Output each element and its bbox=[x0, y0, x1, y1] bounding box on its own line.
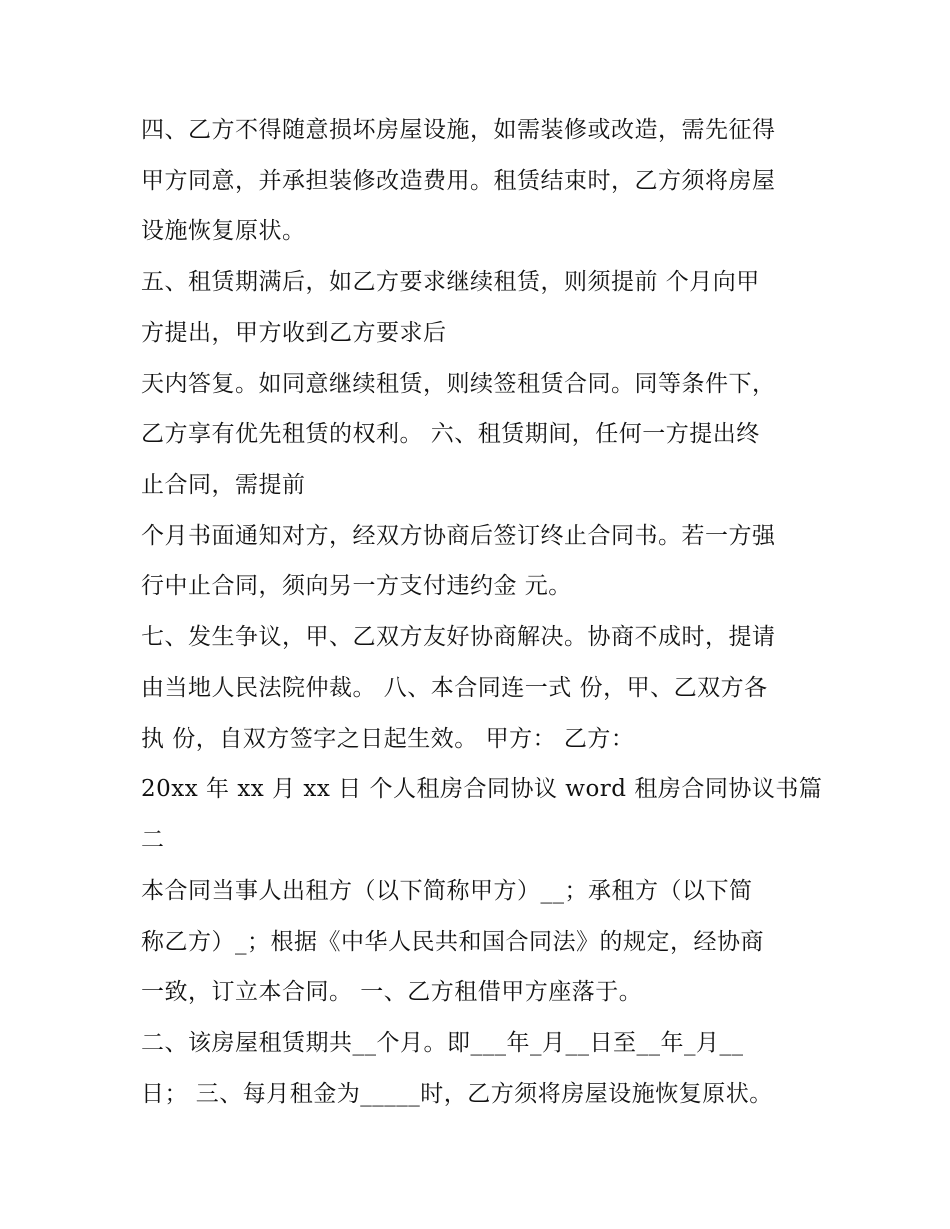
text-line: 设施恢复原状。 bbox=[141, 218, 306, 244]
text-line: 天内答复。如同意继续租赁，则续签租赁合同。同等条件下， bbox=[141, 371, 776, 397]
text-line: 甲方同意，并承担装修改造费用。租赁结束时，乙方须将房屋 bbox=[141, 168, 776, 194]
text-line: 七、发生争议，甲、乙双方友好协商解决。协商不成时，提请 bbox=[141, 624, 776, 650]
text-line: 个月书面通知对方，经双方协商后签订终止合同书。若一方强 bbox=[141, 523, 776, 549]
text-line: 方提出，甲方收到乙方要求后 bbox=[141, 320, 447, 346]
text-line: 二、该房屋租赁期共__个月。即___年_月__日至__年_月__ bbox=[141, 1030, 744, 1056]
text-line: 行中止合同，须向另一方支付违约金 元。 bbox=[141, 573, 572, 599]
text-line: 一致，订立本合同。 一、乙方租借甲方座落于。 bbox=[141, 979, 643, 1005]
text-line: 五、租赁期满后，如乙方要求继续租赁，则须提前 个月向甲 bbox=[141, 269, 760, 295]
text-line: 20xx 年 xx 月 xx 日 个人租房合同协议 word 租房合同协议书篇 bbox=[141, 776, 823, 802]
text-line: 四、乙方不得随意损坏房屋设施，如需装修或改造，需先征得 bbox=[141, 117, 776, 143]
text-line: 称乙方）_；根据《中华人民共和国合同法》的规定，经协商 bbox=[141, 929, 764, 955]
text-line: 日； 三、每月租金为_____时，乙方须将房屋设施恢复原状。 bbox=[141, 1081, 773, 1107]
text-line: 执 份，自双方签字之日起生效。 甲方： 乙方： bbox=[141, 726, 635, 752]
text-line: 二 bbox=[141, 827, 165, 853]
text-line: 乙方享有优先租赁的权利。 六、租赁期间，任何一方提出终 bbox=[141, 421, 760, 447]
text-line: 由当地人民法院仲裁。 八、本合同连一式 份，甲、乙双方各 bbox=[141, 675, 768, 701]
text-line: 止合同，需提前 bbox=[141, 472, 306, 498]
text-line: 本合同当事人出租方（以下简称甲方）__；承租方（以下简 bbox=[141, 878, 753, 904]
